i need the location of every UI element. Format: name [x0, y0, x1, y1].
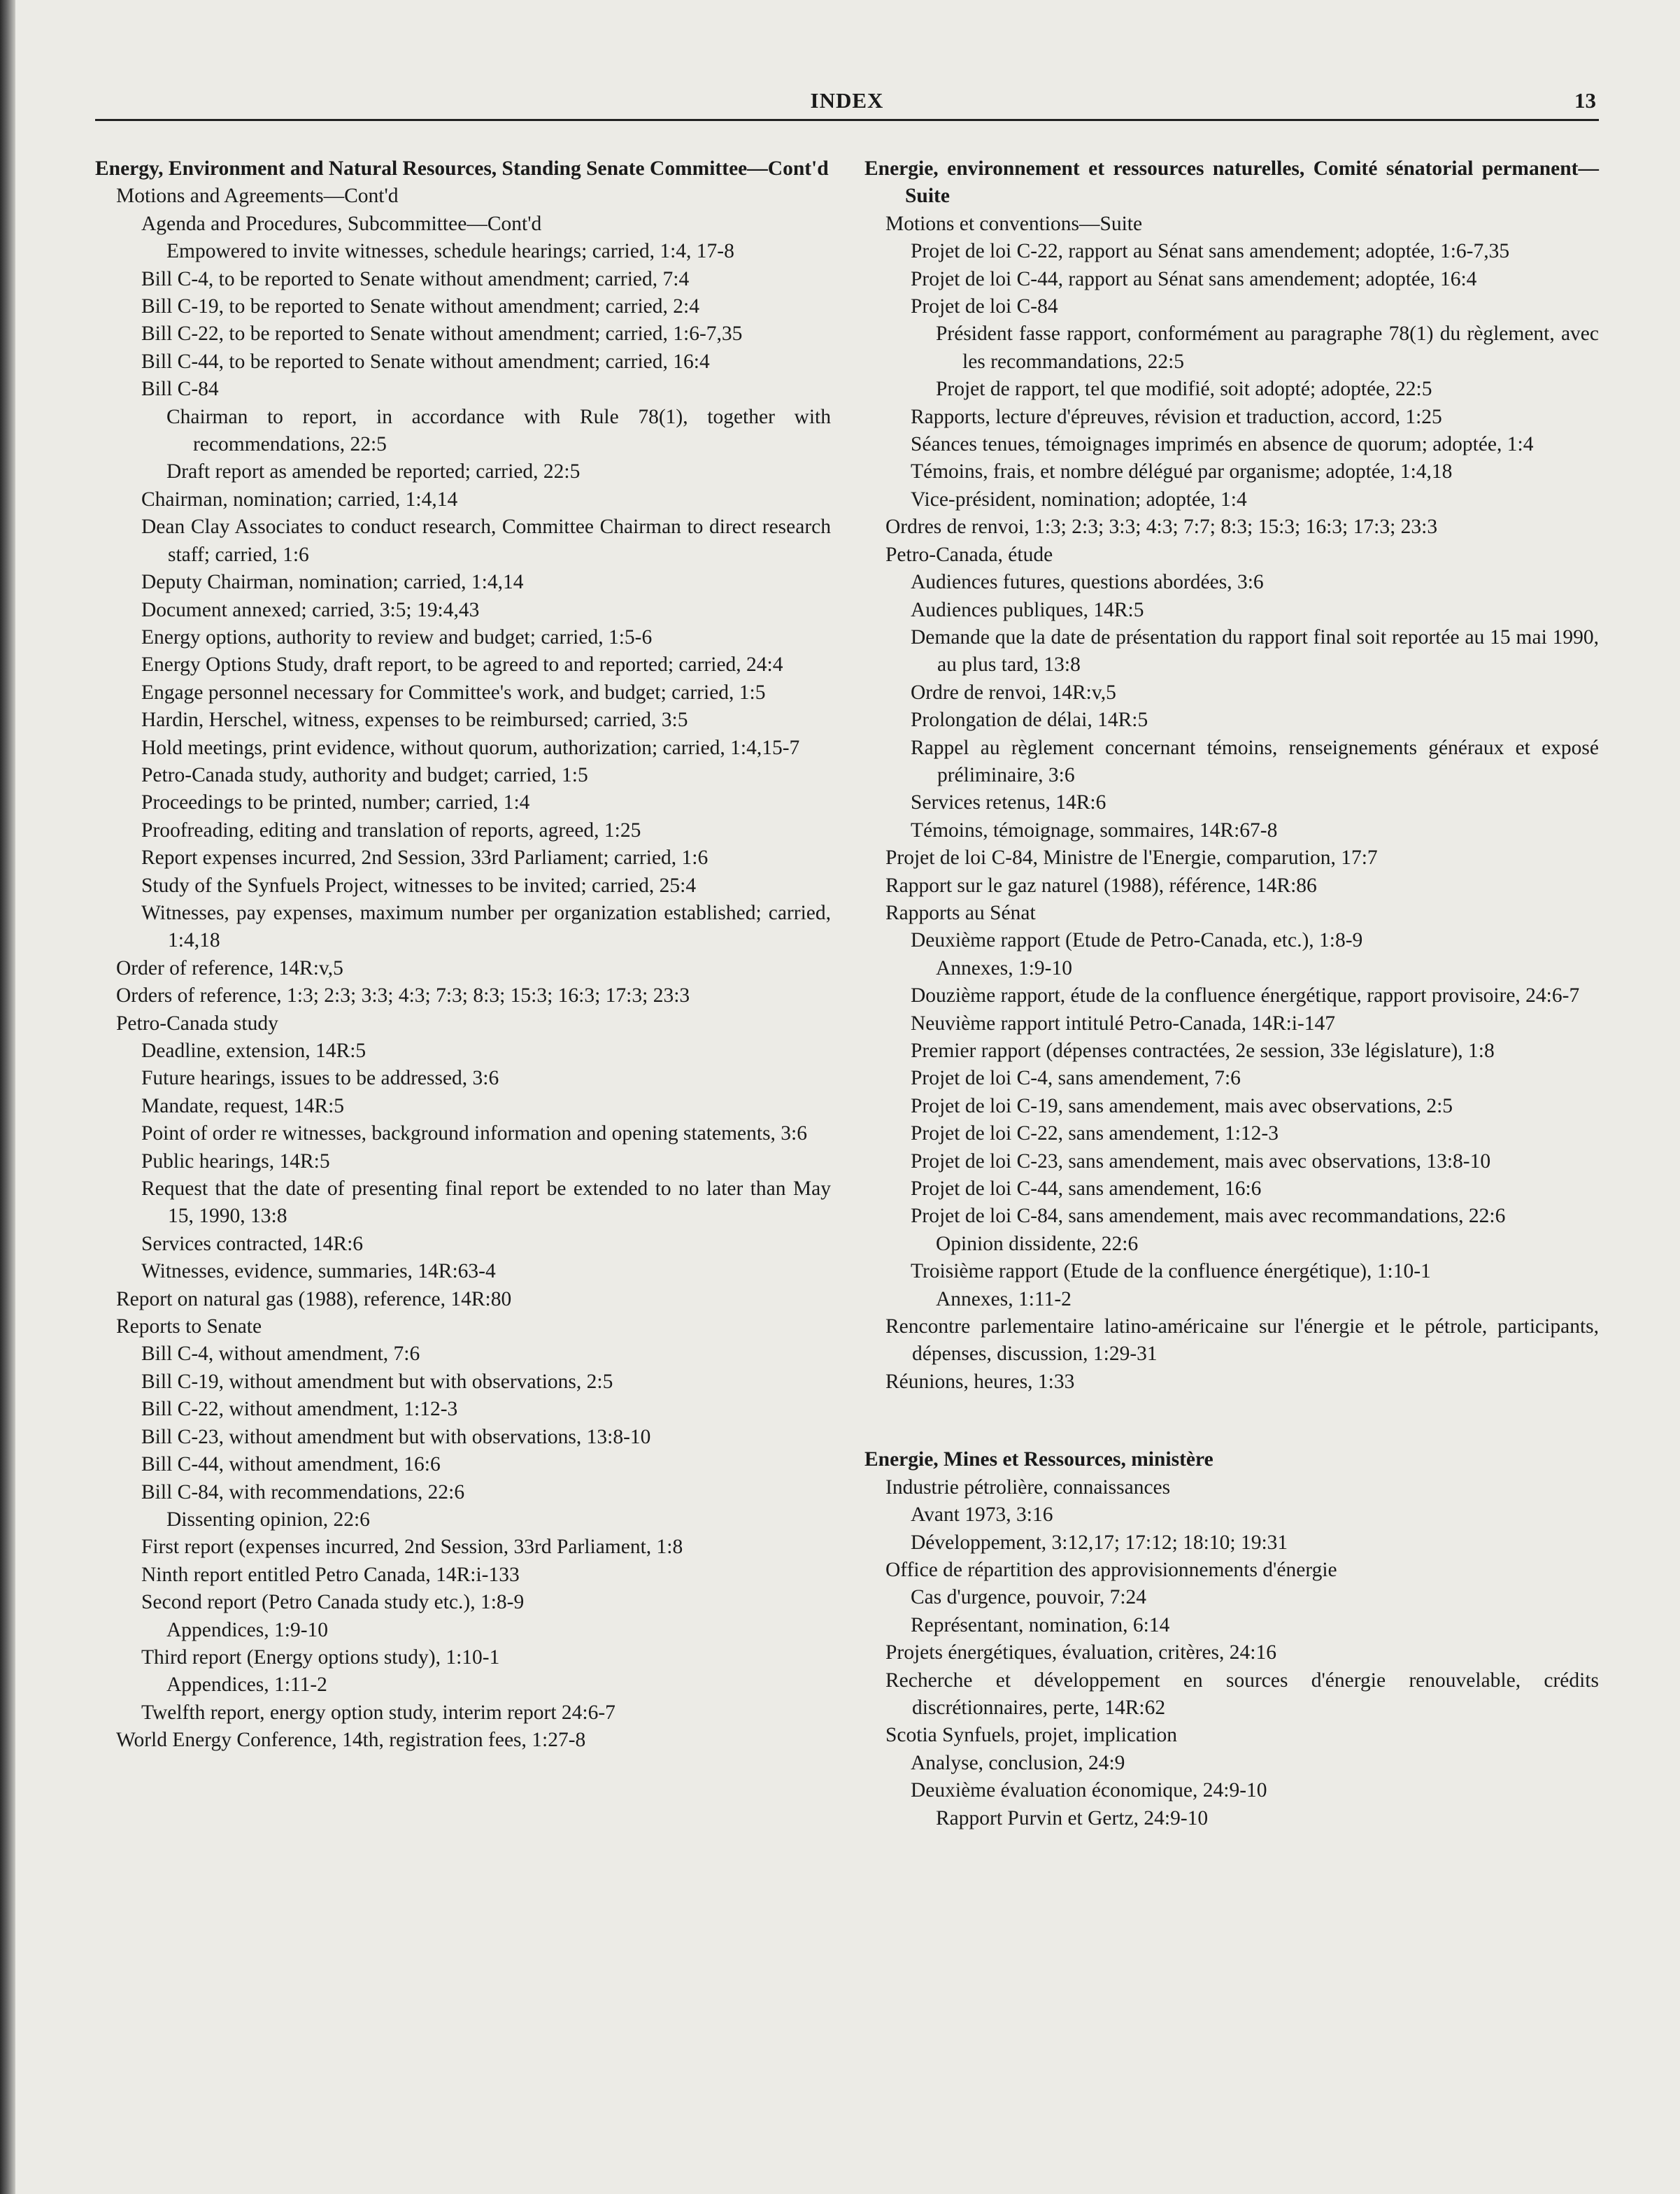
index-entry: Rencontre parlementaire latino-américaine sur l'énergie et le pétrole, participants, dépenses, discussion, 1:29-31 — [885, 1315, 1599, 1366]
index-entry: Study of the Synfuels Project, witnesses to be invited; carried, 25:4 — [141, 874, 697, 897]
index-entry: Orders of reference, 1:3; 2:3; 3:3; 4:3; 7:3; 8:3; 15:3; 16:3; 17:3; 23:3 — [116, 984, 690, 1007]
index-entry: Services retenus, 14R:6 — [911, 791, 1106, 814]
page-binding-edge — [0, 0, 15, 2194]
index-entry: Engage personnel necessary for Committee's work, and budget; carried, 1:5 — [141, 681, 766, 704]
index-entry: Président fasse rapport, conformément au paragraphe 78(1) du règlement, avec les recommandations, 22:5 — [936, 323, 1599, 373]
index-entry: World Energy Conference, 14th, registration fees, 1:27-8 — [116, 1729, 586, 1752]
index-entry: Agenda and Procedures, Subcommittee—Cont'd — [141, 212, 542, 235]
index-entry: Order of reference, 14R:v,5 — [116, 956, 343, 979]
index-entry: Empowered to invite witnesses, schedule hearings; carried, 1:4, 17-8 — [166, 240, 734, 263]
left-column — [95, 155, 831, 1755]
index-entry: Projet de loi C-84, sans amendement, mais avec recommandations, 22:6 — [911, 1205, 1506, 1228]
index-entry: Future hearings, issues to be addressed, 3:6 — [141, 1067, 499, 1090]
index-entry: First report (expenses incurred, 2nd Session, 33rd Parliament, 1:8 — [141, 1536, 683, 1559]
index-entry: Bill C-23, without amendment but with observations, 13:8-10 — [141, 1425, 651, 1448]
index-entry: Bill C-22, without amendment, 1:12-3 — [141, 1398, 458, 1421]
index-entry: Projet de loi C-44, sans amendement, 16:6 — [911, 1177, 1262, 1201]
index-entry: Ninth report entitled Petro Canada, 14R:i-133 — [141, 1563, 520, 1586]
index-entry: Services contracted, 14R:6 — [141, 1232, 364, 1255]
index-entry: Proofreading, editing and translation of reports, agreed, 1:25 — [141, 819, 641, 842]
index-entry: Mandate, request, 14R:5 — [141, 1094, 345, 1117]
index-entry: Ordres de renvoi, 1:3; 2:3; 3:3; 4:3; 7:7; 8:3; 15:3; 16:3; 17:3; 23:3 — [885, 516, 1438, 539]
index-entry: Annexes, 1:11-2 — [936, 1287, 1072, 1310]
index-entry: Office de répartition des approvisionnements d'énergie — [885, 1558, 1337, 1581]
index-entry: Troisième rapport (Etude de la confluence énergétique), 1:10-1 — [911, 1260, 1431, 1283]
index-entry: Energy Options Study, draft report, to be agreed to and reported; carried, 24:4 — [141, 653, 783, 677]
index-entry: Ordre de renvoi, 14R:v,5 — [911, 681, 1116, 704]
page-number: 13 — [1574, 88, 1596, 113]
index-entry: Petro-Canada, étude — [885, 543, 1053, 566]
index-entry: Third report (Energy options study), 1:10-1 — [141, 1646, 500, 1669]
index-entry: Projet de loi C-84 — [911, 295, 1058, 318]
index-entry: Projet de rapport, tel que modifié, soit adopté; adoptée, 22:5 — [936, 378, 1432, 401]
index-entry: Demande que la date de présentation du rapport final soit reportée au 15 mai 1990, au plus tard, 13:8 — [911, 625, 1599, 677]
index-entry: Report expenses incurred, 2nd Session, 33rd Parliament; carried, 1:6 — [141, 847, 709, 870]
index-entry: Bill C-4, to be reported to Senate without amendment; carried, 7:4 — [141, 267, 690, 290]
index-entry: Deadline, extension, 14R:5 — [141, 1040, 366, 1062]
index-entry: Reports to Senate — [116, 1315, 262, 1338]
index-entry: Audiences publiques, 14R:5 — [911, 598, 1144, 621]
index-entry: Projet de loi C-22, sans amendement, 1:12-3 — [911, 1122, 1279, 1145]
index-entry: Séances tenues, témoignages imprimés en absence de quorum; adoptée, 1:4 — [911, 433, 1534, 456]
index-entry: Projet de loi C-19, sans amendement, mais avec observations, 2:5 — [911, 1094, 1453, 1117]
index-entry: Deuxième évaluation économique, 24:9-10 — [911, 1779, 1267, 1802]
index-entry: Recherche et développement en sources d'énergie renouvelable, crédits discrétionnaires, perte, 14R:62 — [885, 1669, 1599, 1719]
index-entry: Bill C-84 — [141, 378, 219, 401]
index-entry: Rapport sur le gaz naturel (1988), référence, 14R:86 — [885, 874, 1317, 897]
index-entry: Deuxième rapport (Etude de Petro-Canada, etc.), 1:8-9 — [911, 929, 1363, 952]
index-entry: Projet de loi C-44, rapport au Sénat sans amendement; adoptée, 16:4 — [911, 267, 1477, 290]
index-entry: Bill C-19, to be reported to Senate without amendment; carried, 2:4 — [141, 295, 699, 318]
index-entry: Bill C-4, without amendment, 7:6 — [141, 1343, 420, 1366]
index-entry: Bill C-84, with recommendations, 22:6 — [141, 1480, 465, 1503]
index-entry: Réunions, heures, 1:33 — [885, 1370, 1075, 1393]
index-entry: Hold meetings, print evidence, without quorum, authorization; carried, 1:4,15-7 — [141, 736, 800, 759]
index-entry: Draft report as amended be reported; carried, 22:5 — [166, 460, 581, 483]
index-entry: Rapports au Sénat — [885, 901, 1036, 924]
index-entry: Projet de loi C-84, Ministre de l'Energie, comparution, 17:7 — [885, 847, 1378, 870]
right-column — [864, 155, 1599, 1832]
index-entry: Chairman to report, in accordance with Rule 78(1), together with recommendations, 22:5 — [166, 405, 831, 456]
index-entry: Vice-président, nomination; adoptée, 1:4 — [911, 488, 1247, 511]
index-entry: Proceedings to be printed, number; carried, 1:4 — [141, 791, 530, 814]
index-entry: Second report (Petro Canada study etc.), 1:8-9 — [141, 1591, 525, 1614]
index-entry: Request that the date of presenting final report be extended to no later than May 15, 1990, 13:8 — [141, 1177, 831, 1228]
index-entry: Développement, 3:12,17; 17:12; 18:10; 19:31 — [911, 1531, 1288, 1554]
index-entry: Bill C-44, without amendment, 16:6 — [141, 1453, 441, 1476]
page-header — [95, 83, 1599, 121]
index-entry: Bill C-22, to be reported to Senate without amendment; carried, 1:6-7,35 — [141, 323, 743, 346]
index-entry: Avant 1973, 3:16 — [911, 1503, 1053, 1527]
index-entry: Cas d'urgence, pouvoir, 7:24 — [911, 1586, 1147, 1609]
index-entry: Analyse, conclusion, 24:9 — [911, 1751, 1125, 1774]
index-entry: Annexes, 1:9-10 — [936, 956, 1072, 979]
index-entry: Appendices, 1:11-2 — [166, 1673, 327, 1697]
page-title: INDEX — [810, 88, 884, 113]
index-entry: Witnesses, pay expenses, maximum number per organization established; carried, 1:4,18 — [141, 901, 831, 952]
index-entry: Premier rapport (dépenses contractées, 2e session, 33e législature), 1:8 — [911, 1040, 1495, 1062]
index-entry: Bill C-19, without amendment but with observations, 2:5 — [141, 1370, 613, 1393]
index-entry: Chairman, nomination; carried, 1:4,14 — [141, 488, 458, 511]
index-entry: Projet de loi C-22, rapport au Sénat sans amendement; adoptée, 1:6-7,35 — [911, 240, 1510, 263]
index-entry: Petro-Canada study, authority and budget; carried, 1:5 — [141, 763, 588, 786]
index-entry: Dean Clay Associates to conduct research, Committee Chairman to direct research staff; carried, 1:6 — [141, 516, 831, 566]
index-entry: Hardin, Herschel, witness, expenses to be reimbursed; carried, 3:5 — [141, 709, 688, 732]
index-entry: Witnesses, evidence, summaries, 14R:63-4 — [141, 1260, 496, 1283]
index-entry: Rappel au règlement concernant témoins, renseignements généraux et exposé préliminaire, 3:6 — [911, 736, 1599, 786]
section-spacer — [864, 1396, 1599, 1446]
index-entry: Point of order re witnesses, background information and opening statements, 3:6 — [141, 1122, 807, 1145]
index-entry: Rapports, lecture d'épreuves, révision et traduction, accord, 1:25 — [911, 405, 1442, 428]
index-heading: Energy, Environment and Natural Resources, Standing Senate Committee—Cont'd — [95, 157, 829, 180]
index-entry: Scotia Synfuels, projet, implication — [885, 1724, 1178, 1747]
index-entry: Energy options, authority to review and budget; carried, 1:5-6 — [141, 625, 653, 649]
index-heading: Energie, Mines et Ressources, ministère — [864, 1448, 1213, 1471]
index-heading: Energie, environnement et ressources naturelles, Comité sénatorial permanent—Suite — [864, 157, 1599, 208]
index-entry: Document annexed; carried, 3:5; 19:4,43 — [141, 598, 480, 621]
index-entry: Témoins, témoignage, sommaires, 14R:67-8 — [911, 819, 1278, 842]
index-entry: Projet de loi C-23, sans amendement, mais avec observations, 13:8-10 — [911, 1149, 1491, 1173]
index-entry: Report on natural gas (1988), reference, 14R:80 — [116, 1287, 512, 1310]
index-entry: Prolongation de délai, 14R:5 — [911, 709, 1148, 732]
index-entry: Bill C-44, to be reported to Senate without amendment; carried, 16:4 — [141, 350, 710, 373]
index-entry: Projet de loi C-4, sans amendement, 7:6 — [911, 1067, 1241, 1090]
index-entry: Public hearings, 14R:5 — [141, 1149, 330, 1173]
index-entry: Deputy Chairman, nomination; carried, 1:4,14 — [141, 571, 524, 594]
index-entry: Industrie pétrolière, connaissances — [885, 1475, 1171, 1499]
index-entry: Opinion dissidente, 22:6 — [936, 1232, 1139, 1255]
index-entry: Neuvième rapport intitulé Petro-Canada, 14R:i-147 — [911, 1012, 1336, 1035]
index-entry: Dissenting opinion, 22:6 — [166, 1508, 370, 1531]
index-entry: Motions et conventions—Suite — [885, 212, 1143, 235]
index-entry: Projets énergétiques, évaluation, critères, 24:16 — [885, 1641, 1276, 1664]
index-entry: Petro-Canada study — [116, 1012, 278, 1035]
index-entry: Témoins, frais, et nombre délégué par organisme; adoptée, 1:4,18 — [911, 460, 1453, 483]
index-entry: Appendices, 1:9-10 — [166, 1618, 329, 1641]
index-entry: Douzième rapport, étude de la confluence énergétique, rapport provisoire, 24:6-7 — [911, 984, 1580, 1007]
index-entry: Rapport Purvin et Gertz, 24:9-10 — [936, 1806, 1209, 1829]
index-entry: Twelfth report, energy option study, interim report 24:6-7 — [141, 1701, 615, 1724]
index-entry: Audiences futures, questions abordées, 3:6 — [911, 571, 1264, 594]
index-entry: Représentant, nomination, 6:14 — [911, 1613, 1170, 1636]
index-entry: Motions and Agreements—Cont'd — [116, 185, 399, 208]
